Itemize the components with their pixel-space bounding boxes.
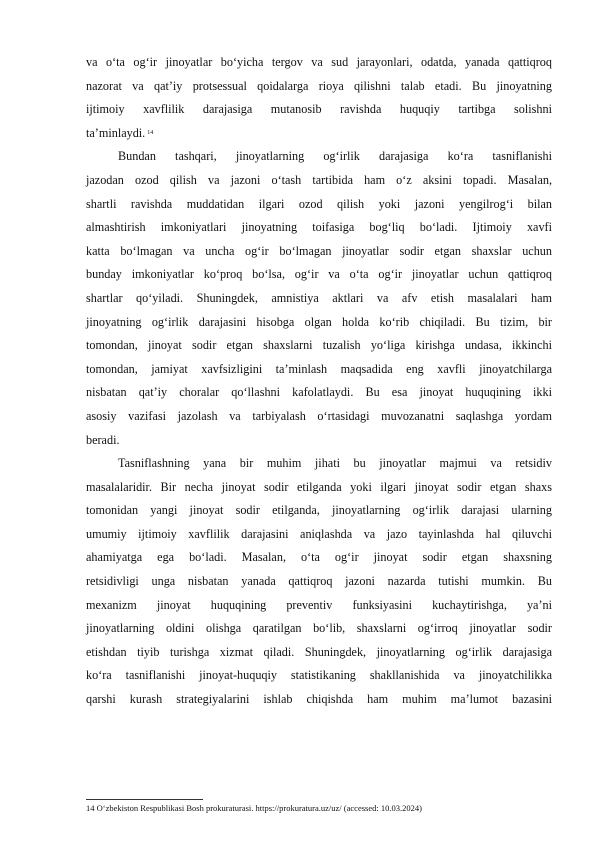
text-line: [86, 287, 552, 311]
text-line-content: asosiy vazifasi jazolash va tarbiyalash o‘rtasidagi muvozanatni saqlashga yordam: [86, 408, 552, 423]
text-line-content: masalalaridir. Bir necha jinoyat sodir etilganda yoki ilgari jinoyat sodir etgan shaxs: [86, 479, 552, 494]
text-line: [86, 381, 552, 405]
text-line-content: shartli ravishda muddatidan ilgari ozod qilish yoki jazoni yengilrog‘i bilan: [86, 196, 552, 211]
text-line: [86, 641, 552, 665]
text-line-content: qarshi kurash strategiyalarini ishlab chiqishda ham muhim ma’lumot bazasini: [86, 692, 552, 707]
text-line: [86, 216, 552, 240]
text-line: [86, 570, 552, 594]
text-line-content: etishdan tiyib turishga xizmat qiladi. Shuningdek, jinoyatlarning og‘irlik darajasiga: [86, 644, 552, 659]
text-line-content: ijtimoiy xavflilik darajasiga mutanosib ravishda huquqiy tartibga solishni: [86, 102, 552, 117]
text-line-content: jinoyatning og‘irlik darajasini hisobga olgan holda ko‘rib chiqiladi. Bu tizim, bir: [86, 314, 552, 329]
text-line: [86, 617, 552, 641]
text-line: [86, 193, 552, 217]
text-line-content: tomondan, jamiyat xavfsizligini ta’minlash maqsadida eng xavfli jinoyatchilarga: [86, 361, 552, 376]
footnote-divider: [86, 799, 203, 800]
text-line: [86, 499, 552, 523]
text-line: [86, 546, 552, 570]
text-line: [86, 263, 552, 287]
text-line: [86, 51, 552, 75]
text-line-content: Bundan tashqari, jinoyatlarning og‘irlik darajasiga ko‘ra tasniflanishi: [118, 149, 552, 164]
text-line: [86, 452, 552, 476]
text-line: [86, 476, 552, 500]
text-line-content: almashtirish imkoniyatlari jinoyatning toifasiga bog‘liq bo‘ladi. Ijtimoiy xavfi: [86, 220, 552, 235]
text-line: [86, 311, 552, 335]
text-line-content: mexanizm jinoyat huquqining preventiv funksiyasini kuchaytirishga, ya’ni: [86, 597, 552, 612]
footnote: 14 O‘zbekiston Respublikasi Bosh prokuraturasi. https://prokuratura.uz/uz/ (accessed: 10.03.2024): [86, 803, 422, 813]
text-line-content: nazorat va qat’iy protsessual qoidalarga rioya qilishni talab etadi. Bu jinoyatning: [86, 78, 552, 93]
text-line-content: katta bo‘lmagan va uncha og‘ir bo‘lmagan jinoyatlar sodir etgan shaxslar uchun: [86, 243, 552, 258]
text-line-content: jinoyatlarning oldini olishga qaratilgan bo‘lib, shaxslarni og‘irroq jinoyatlar sodir: [86, 621, 552, 636]
text-line: [86, 523, 552, 547]
text-line-content: ahamiyatga ega bo‘ladi. Masalan, o‘ta og‘ir jinoyat sodir etgan shaxsning: [86, 550, 552, 565]
text-line: [86, 429, 552, 453]
text-line: [86, 240, 552, 264]
text-line-content: shartlar qo‘yiladi. Shuningdek, amnistiya aktlari va afv etish masalalari ham: [86, 290, 552, 305]
text-line-content: jazodan ozod qilish va jazoni o‘tash tartibida ham o‘z aksini topadi. Masalan,: [86, 172, 552, 187]
text-line-content: nisbatan qat’iy choralar qo‘llashni kafolatlaydi. Bu esa jinoyat huquqining ikki: [86, 385, 552, 400]
text-line: [86, 145, 552, 169]
text-line: [86, 688, 552, 712]
text-line: [86, 75, 552, 99]
text-line-content: ko‘ra tasniflanishi jinoyat-huquqiy statistikaning shakllanishida va jinoyatchilikka: [86, 668, 552, 683]
text-line-content: tomondan, jinoyat sodir etgan shaxslarni tuzalish yo‘liga kirishga undasa, ikkinchi: [86, 338, 552, 353]
body-text: [86, 51, 552, 712]
text-line: [86, 122, 552, 146]
footnote-reference: 14: [147, 129, 154, 136]
text-line-content: Tasniflashning yana bir muhim jihati bu jinoyatlar majmui va retsidiv: [118, 456, 552, 471]
text-line: [86, 169, 552, 193]
text-line: [86, 405, 552, 429]
text-line-content: va o‘ta og‘ir jinoyatlar bo‘yicha tergov va sud jarayonlari, odatda, yanada qattiqroq: [86, 55, 552, 69]
text-line-content: umumiy ijtimoiy xavflilik darajasini aniqlashda va jazo tayinlashda hal qiluvchi: [86, 526, 552, 541]
text-line-content: beradi.: [86, 432, 120, 447]
text-line-content: bunday imkoniyatlar ko‘proq bo‘lsa, og‘ir va o‘ta og‘ir jinoyatlar uchun qattiqroq: [86, 267, 552, 282]
text-line: [86, 664, 552, 688]
text-line: [86, 98, 552, 122]
text-line: [86, 594, 552, 618]
text-line-content: retsidivligi unga nisbatan yanada qattiqroq jazoni nazarda tutishi mumkin. Bu: [86, 574, 552, 589]
text-line-content: tomonidan yangi jinoyat sodir etilganda, jinoyatlarning og‘irlik darajasi ularning: [86, 503, 552, 518]
text-line: [86, 334, 552, 358]
text-line-content: ta’minlaydi.: [86, 125, 146, 140]
text-line: [86, 358, 552, 382]
